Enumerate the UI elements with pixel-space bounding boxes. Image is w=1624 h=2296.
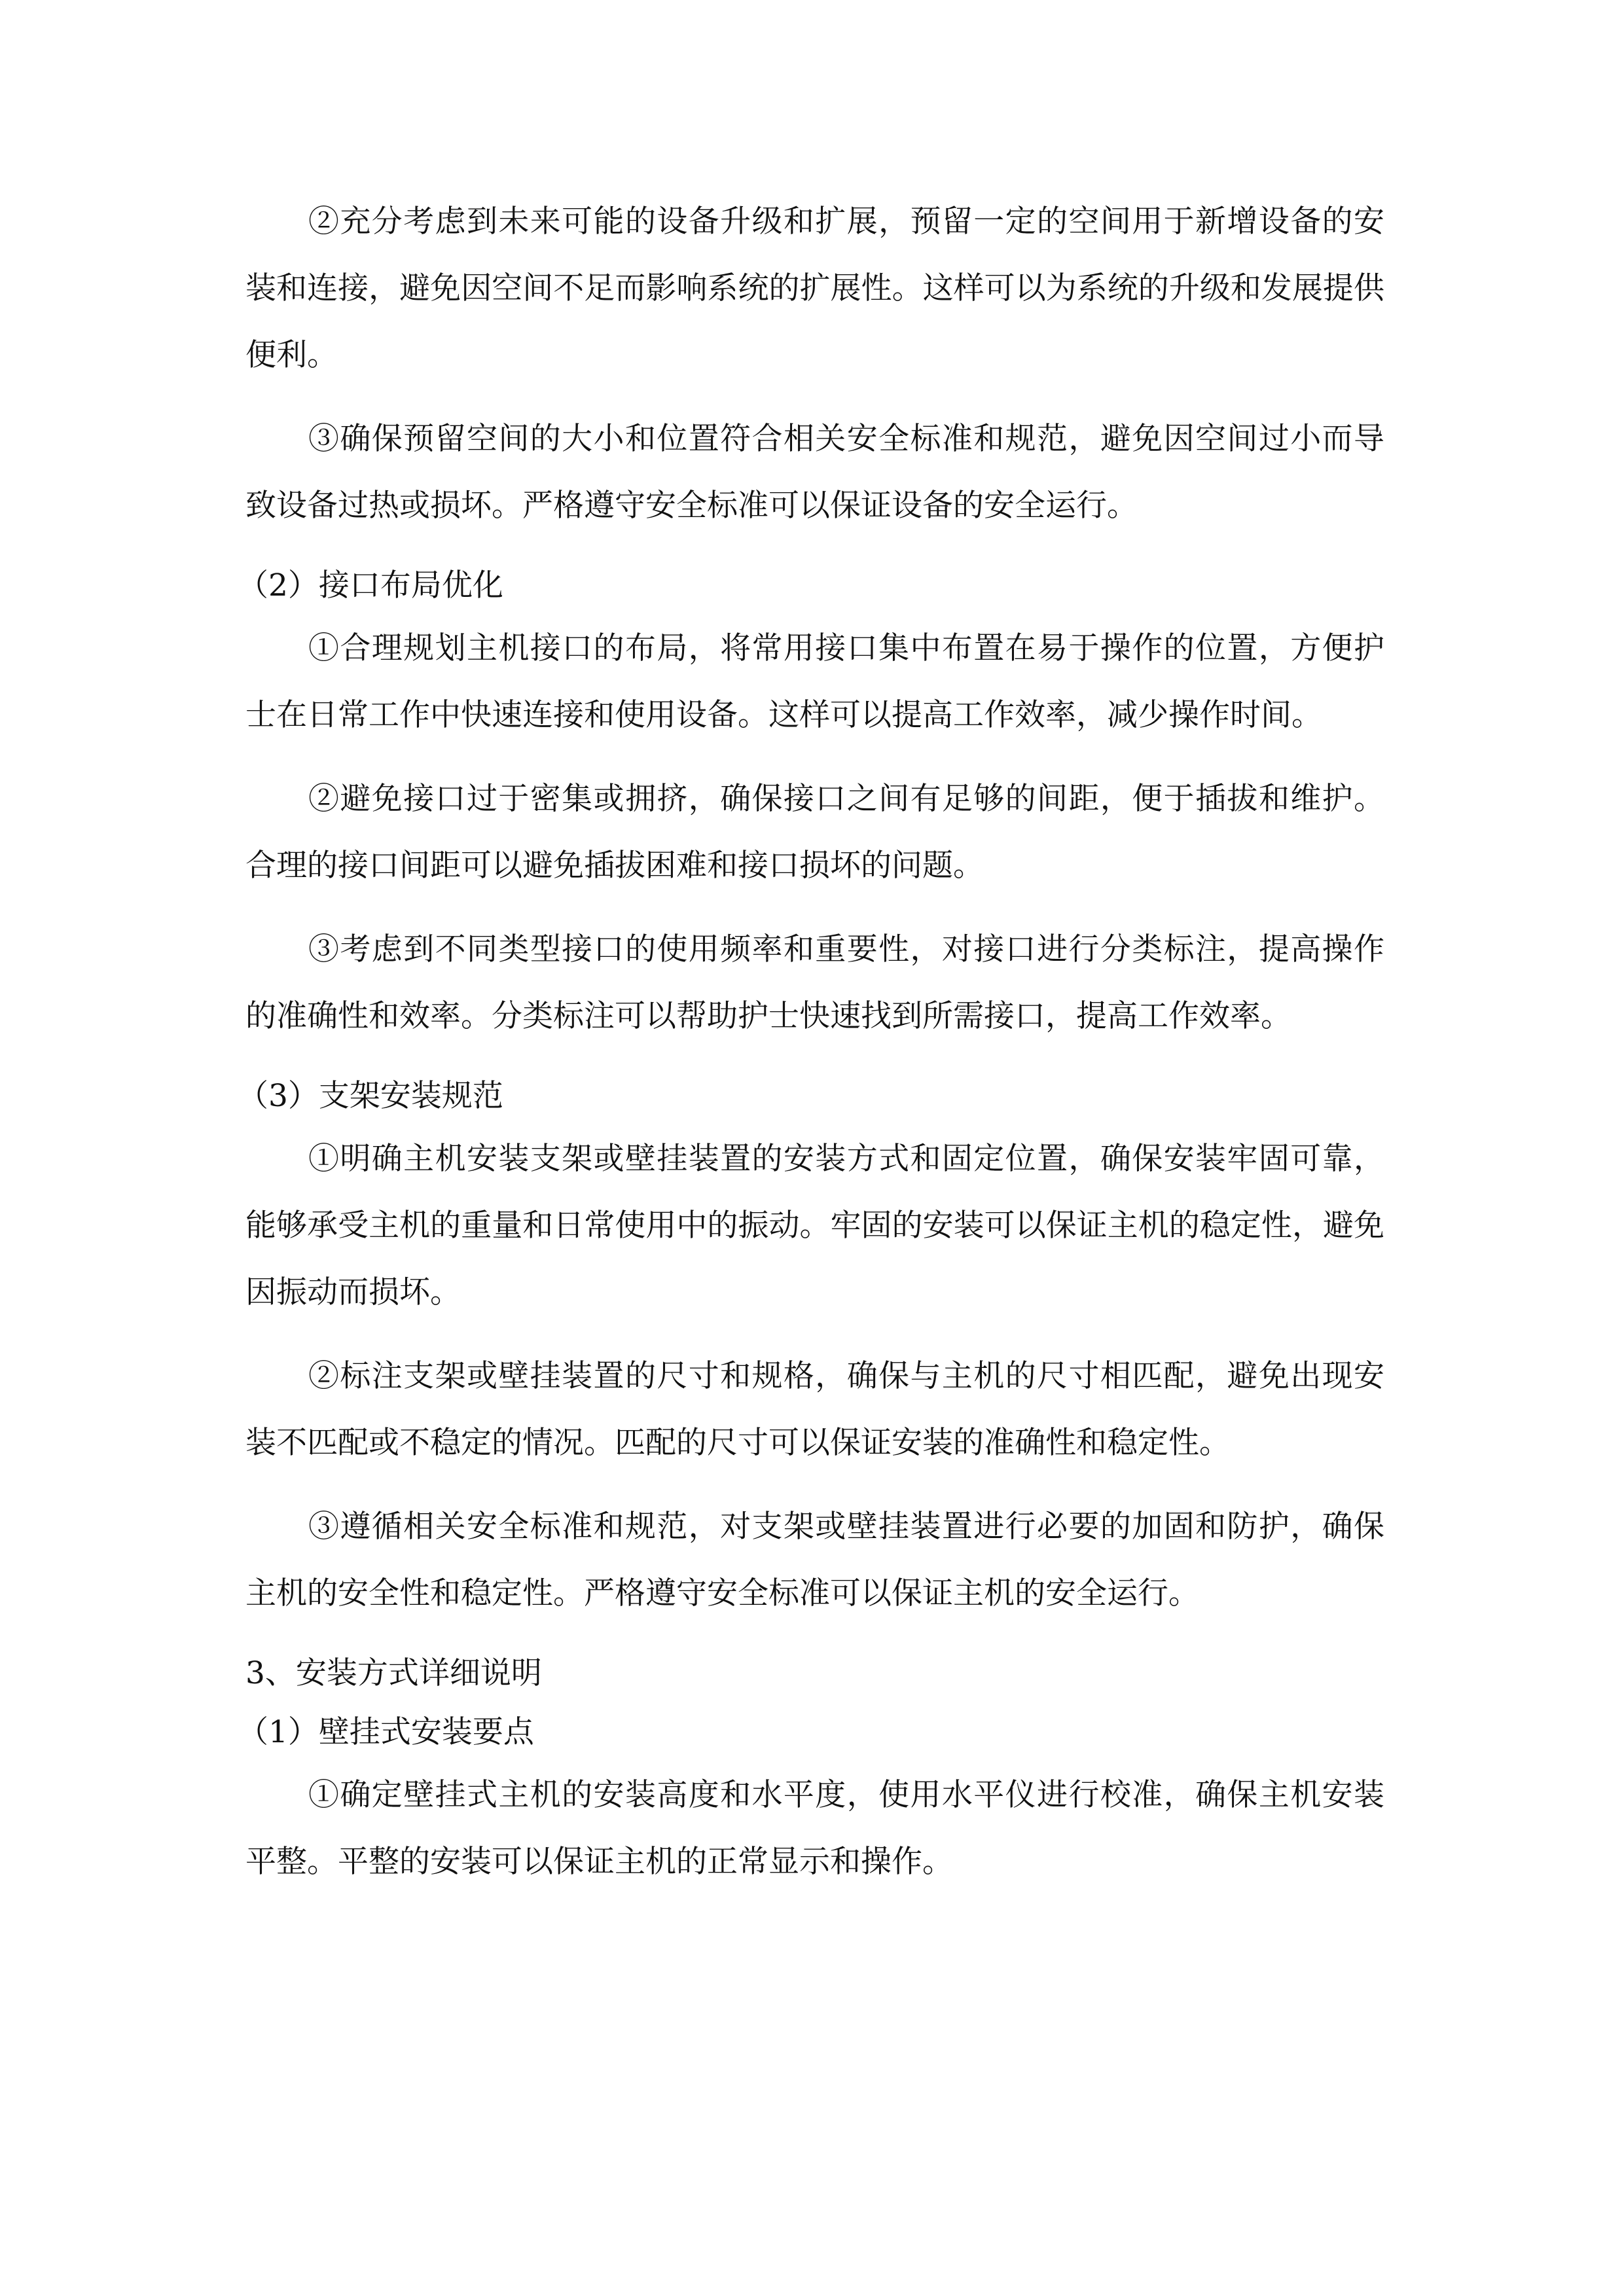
para-bracket-reinforcement: ③遵循相关安全标准和规范，对支架或壁挂装置进行必要的加固和防护，确保主机的安全性和稳定性。严格遵守安全标准可以保证主机的安全运行。 [245, 1509, 1384, 1611]
para-bracket-method: ①明确主机安装支架或壁挂装置的安装方式和固定位置，确保安装牢固可靠，能够承受主机的重量和日常使用中的振动。牢固的安装可以保证主机的稳定性，避免因振动而损坏。 [245, 1141, 1384, 1310]
document-page [238, 188, 1384, 1912]
para-interface-planning: ①合理规划主机接口的布局，将常用接口集中布置在易于操作的位置，方便护士在日常工作中快速连接和使用设备。这样可以提高工作效率，减少操作时间。 [245, 630, 1384, 733]
heading-wall-mount: （1）壁挂式安装要点 [238, 1714, 534, 1750]
para-bracket-size: ②标注支架或壁挂装置的尺寸和规格，确保与主机的尺寸相匹配，避免出现安装不匹配或不稳定的情况。匹配的尺寸可以保证安装的准确性和稳定性。 [245, 1358, 1384, 1461]
heading-installation-methods: 3、安装方式详细说明 [245, 1655, 542, 1691]
para-reserved-space-standards: ③确保预留空间的大小和位置符合相关安全标准和规范，避免因空间过小而导致设备过热或损坏。严格遵守安全标准可以保证设备的安全运行。 [245, 421, 1384, 524]
para-wall-mount-level: ①确定壁挂式主机的安装高度和水平度，使用水平仪进行校准，确保主机安装平整。平整的安装可以保证主机的正常显示和操作。 [245, 1777, 1384, 1880]
para-future-expansion: ②充分考虑到未来可能的设备升级和扩展，预留一定的空间用于新增设备的安装和连接，避免因空间不足而影响系统的扩展性。这样可以为系统的升级和发展提供便利。 [245, 204, 1384, 373]
para-interface-spacing: ②避免接口过于密集或拥挤，确保接口之间有足够的间距，便于插拔和维护。合理的接口间距可以避免插拔困难和接口损坏的问题。 [245, 781, 1384, 884]
para-interface-labeling: ③考虑到不同类型接口的使用频率和重要性，对接口进行分类标注，提高操作的准确性和效率。分类标注可以帮助护士快速找到所需接口，提高工作效率。 [245, 931, 1384, 1034]
heading-interface-layout: （2）接口布局优化 [238, 567, 503, 603]
heading-bracket-installation: （3）支架安装规范 [238, 1078, 503, 1114]
